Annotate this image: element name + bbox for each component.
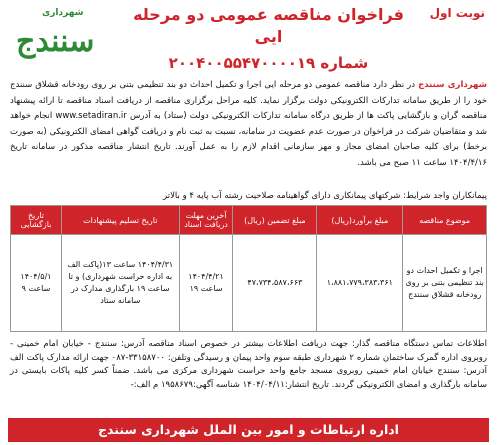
cell-subject: اجرا و تکمیل احداث دو بند تنظیمی بتنی بر روی رودخانه قشلاق سنندج xyxy=(403,235,487,332)
title-block xyxy=(118,4,419,74)
table-row xyxy=(11,235,487,332)
publisher-banner: اداره ارتباطات و امور بین الملل شهرداری سنندج xyxy=(8,418,489,442)
col-doc-deadline: آخرین مهلت دریافت اسناد xyxy=(179,206,233,235)
cell-opening: ۱۴۰۴/۵/۱ ساعت ۹ xyxy=(11,235,62,332)
col-opening: تاریخ بازگشایی xyxy=(11,206,62,235)
intro-paragraph xyxy=(10,78,487,171)
logo-wordmark: سنندج xyxy=(16,24,95,59)
header xyxy=(8,4,489,70)
municipality-logo xyxy=(10,6,102,70)
cell-submission: ۱۴۰۴/۴/۳۱ ساعت ۱۳(پاکت الف به اداره حراست شهرداری) و تا ساعت ۱۹ بارگذاری مدارک در سامانه ستاد xyxy=(61,235,179,332)
contact-info xyxy=(10,338,487,392)
publish-info: تاریخ انتشار:۱۴۰۴/۰۴/۱۱ شناسه آگهی:۱۹۵۸۶۷۹ م الف:- xyxy=(130,379,329,390)
cell-guarantee: ۴۷،۷۳۴،۵۸۷،۶۶۳ xyxy=(233,235,317,332)
col-estimate: مبلغ برآورد(ریال) xyxy=(317,206,403,235)
notice-number: شماره ۲۰۰۴۰۰۵۵۴۷۰۰۰۰۱۹ xyxy=(168,54,369,72)
col-guarantee: مبلغ تضمین (ریال) xyxy=(233,206,317,235)
contact-paragraph: اطلاعات تماس دستگاه مناقصه گذار: جهت دریافت اطلاعات بیشتر در خصوص اسناد مناقصه آدرس: سنندج - خیابان امام خمینی - روبروی اداره گمرک ساختمان شماره ۲ شهرداری طبقه سوم واحد پیمان و رسیدگی وتلفن: ۳۳۱۵۸۷۰۰-۰۸۷ جهت ارائه مدارک پاکت الف آدرس: سنندج خیابان امام خمینی روبروی مسجد جامع واحد حراست شهرداری مرکزی می باشد. ضمناً کسر کلیه پاکات بایستی در سامانه بارگذاری و امضای الکترونیکی گردند. xyxy=(10,339,488,390)
tender-table xyxy=(10,205,487,332)
cell-estimate: ۱،۸۸۱،۷۷۹،۳۸۳،۳۶۱ xyxy=(317,235,403,332)
col-subject: موضوع مناقصه xyxy=(403,206,487,235)
eligibility-line: پیمانکاران واجد شرایط: شرکتهای پیمانکاری دارای گواهینامه صلاحیت رشته آب پایه ۴ و بالاتر xyxy=(163,191,487,201)
table-header-row xyxy=(11,206,487,235)
round-label: نوبت اول xyxy=(429,6,485,20)
intro-text: در نظر دارد مناقصه عمومی دو مرحله ایی اجرا و تکمیل احداث دو بند تنظیمی بتنی بر روی رودخانه قشلاق سنندج خود را از طریق سامانه تدارکات الکترونیکی دولت برگزار نماید. کلیه مراحل برگزاری مناقصه از دریافت اسناد مناقصه تا ارائه پیشنهاد مناقصه گران و بازگشایی پاکت ها از طریق درگاه سامانه تدارکات الکترونیکی دولت (ستاد) به آدرس www.setadiran.ir انجام خواهد شد و متقاضیان شرکت در فراخوان در صورت عدم عضویت در سامانه، نسبت به ثبت نام و دریافت گواهی امضای الکترونیکی (به صورت برخط) برای کلیه صاحبان امضای مجاز و مهر سازمانی اقدام لازم را به عمل آورند. تاریخ انتشار مناقصه مذکور در سامانه تاریخ ۱۴۰۴/۴/۱۶ ساعت ۱۱ صبح می باشد. xyxy=(10,80,487,168)
col-submission: تاریخ تسلیم پیشنهادات xyxy=(61,206,179,235)
intro-lead: شهرداری سنندج xyxy=(418,80,487,90)
cell-doc-deadline: ۱۴۰۴/۴/۲۱ ساعت ۱۹ xyxy=(179,235,233,332)
notice-title: فراخوان مناقصه عمومی دو مرحله ایی xyxy=(133,5,404,46)
logo-caption: شهرداری xyxy=(42,8,84,18)
